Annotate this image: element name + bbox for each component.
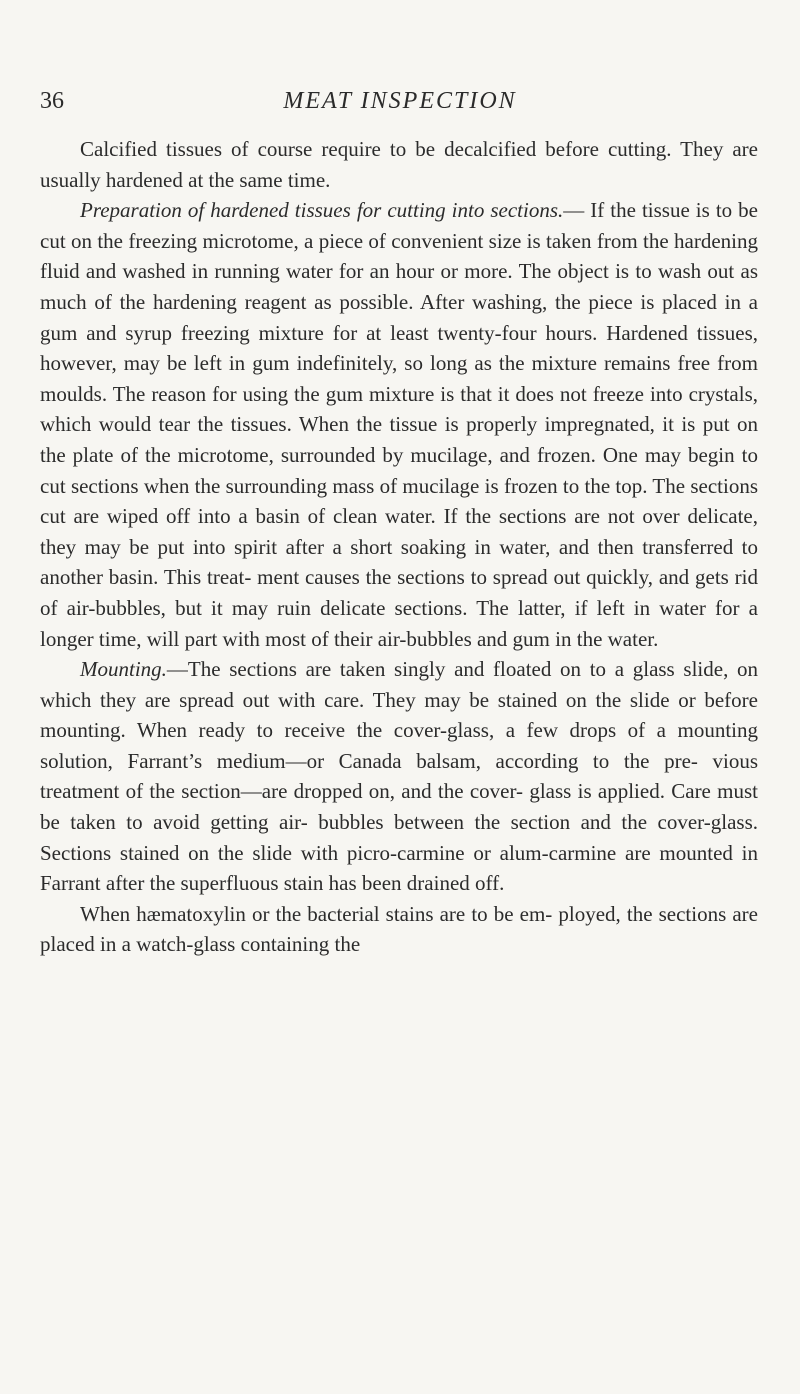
section-heading-preparation: Preparation of hardened tissues for cutting into sections. [80,198,564,223]
section-heading-mounting: Mounting. [80,657,167,682]
paragraph-haematoxylin [40,899,758,960]
page-header [0,88,800,128]
paragraph-text: —The sections are taken singly and floated on to a glass slide, on which they are spread out with care. They may be stained on the slide or before mounting. When ready to receive the cover-glass, a few drops of a mounting solution, Farrant’s medium—or Canada balsam, according to the pre- vious treatment of the section—are dropped on, and the cover- glass is applied. Care must be taken to avoid getting air- bubbles between the section and the cover-glass. Sections stained on the slide with picro-carmine or alum-carmine are mounted in Farrant after the superfluous stain has been drained off. [40,657,758,896]
paragraph-mounting [40,654,758,899]
paragraph-text: — If the tissue is to be cut on the freezing microtome, a piece of convenient size is taken from the hardening fluid and washed in running water for an hour or more. The object is to wash out as much of the hardening reagent as possible. After washing, the piece is placed in a gum and syrup freezing mixture for at least twenty-four hours. Hardened tissues, however, may be left in gum indefinitely, so long as the mixture remains free from moulds. The reason for using the gum mixture is that it does not freeze into crystals, which would tear the tissues. When the tissue is properly impregnated, it is put on the plate of the microtome, surrounded by mucilage, and frozen. One may begin to cut sections when the surrounding mass of mucilage is frozen to the top. The sections cut are wiped off into a basin of clean water. If the sections are not over delicate, they may be put into spirit after a short soaking in water, and then transferred to another basin. This treat- ment causes the sections to spread out quickly, and gets rid of air-bubbles, but it may ruin delicate sections. The latter, if left in water for a longer time, will part with most of their air-bubbles and gum in the water. [40,198,758,651]
paragraph-calcified [40,134,758,195]
page-number: 36 [40,88,64,114]
paragraph-text: Calcified tissues of course require to be decalcified before cutting. They are usually hardened at the same time. [40,137,758,192]
running-title: MEAT INSPECTION [283,88,517,114]
paragraph-text: When hæmatoxylin or the bacterial stains are to be em- ployed, the sections are placed in a watch-glass containing the [40,901,758,957]
paragraph-preparation [40,195,758,654]
body-text [40,134,758,960]
